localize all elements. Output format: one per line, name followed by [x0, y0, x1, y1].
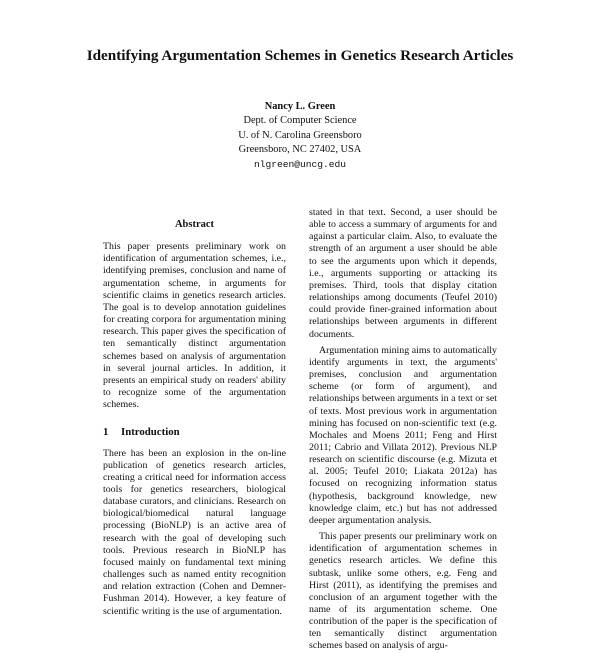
section-heading-introduction — [103, 426, 286, 438]
section-title: Introduction — [121, 426, 180, 439]
abstract-text: This paper presents preliminary work on identification of argumentation schemes, i.e., identifying premises, conclusion and name of argumentation scheme, in arguments for scientific claims in genetics research articles. The goal is to develop annotation guidelines for creating corpora for argumentation mining research. This paper gives the specification of ten semantically distinct argumentation schemes based on analysis of argumentation in several journal articles. In addition, it presents an empirical study on readers' ability to recognize some of the argumentation schemes. — [103, 241, 286, 411]
author-block — [0, 100, 600, 172]
abstract-heading: Abstract — [174, 219, 215, 230]
section-number: 1 — [103, 426, 109, 439]
right-column — [309, 207, 497, 653]
right-paragraph-1: stated in that text. Second, a user should be able to access a summary of arguments for and against a particular claim. Also, to evaluate the strength of an argument a user should be able to see the arguments upon which it depends, i.e., arguments supporting or attacking its premises. Third, tools that display citation relationships among documents (Teufel 2010) could provide finer-grained information about relationships between arguments in different documents. — [309, 207, 497, 340]
left-column — [103, 219, 286, 618]
author-name: Nancy L. Green — [264, 101, 336, 112]
right-paragraph-2: Argumentation mining aims to automatically identify arguments in text, the arguments' premises, conclusion and argumentation scheme (or form of argument), and relationships between arguments in a text or set of texts. Most previous work in argumentation mining has focused on non-scientific text (e.g. Mochales and Moens 2011; Feng and Hirst 2011; Cabrio and Villata 2012). Previous NLP research on scientific discourse (e.g. Mizuta et al. 2005; Teufel 2010; Liakata 2012a) has focused on recognizing information status (hypothesis, background knowledge, new knowledge claim, etc.) but has not addressed deeper argumentation analysis. — [309, 344, 497, 526]
right-paragraph-3: This paper presents our preliminary work on identification of argumentation schemes in genetics research articles. We define this subtask, unlike some others, e.g. Feng and Hirst (2011), as identifying the premises and conclusion of an argument together with the name of its argumentation scheme. One contribution of the paper is the specification of ten semantically distinct argumentation schemes based on analysis of argu- — [309, 531, 497, 652]
author-dept: Dept. of Computer Science — [243, 115, 357, 127]
author-university: U. of N. Carolina Greensboro — [238, 129, 362, 141]
author-email: nlgreen@uncg.edu — [253, 158, 347, 170]
intro-paragraph: There has been an explosion in the on-line publication of genetics research articles, creating a critical need for information access tools for genetics researchers, biological database curators, and clinicians. Research on biological/biomedical natural language processing (BioNLP) is an active area of research with the goal of developing such tools. Previous research in BioNLP has focused mainly on fundamental text mining challenges such as named entity recognition and relation extraction (Cohen and Demner-Fushman 2014). However, a key feature of scientific writing is the use of argumentation. — [103, 447, 286, 617]
author-address: Greensboro, NC 27402, USA — [238, 144, 362, 156]
paper-title: Identifying Argumentation Schemes in Genetics Research Articles — [86, 47, 514, 64]
